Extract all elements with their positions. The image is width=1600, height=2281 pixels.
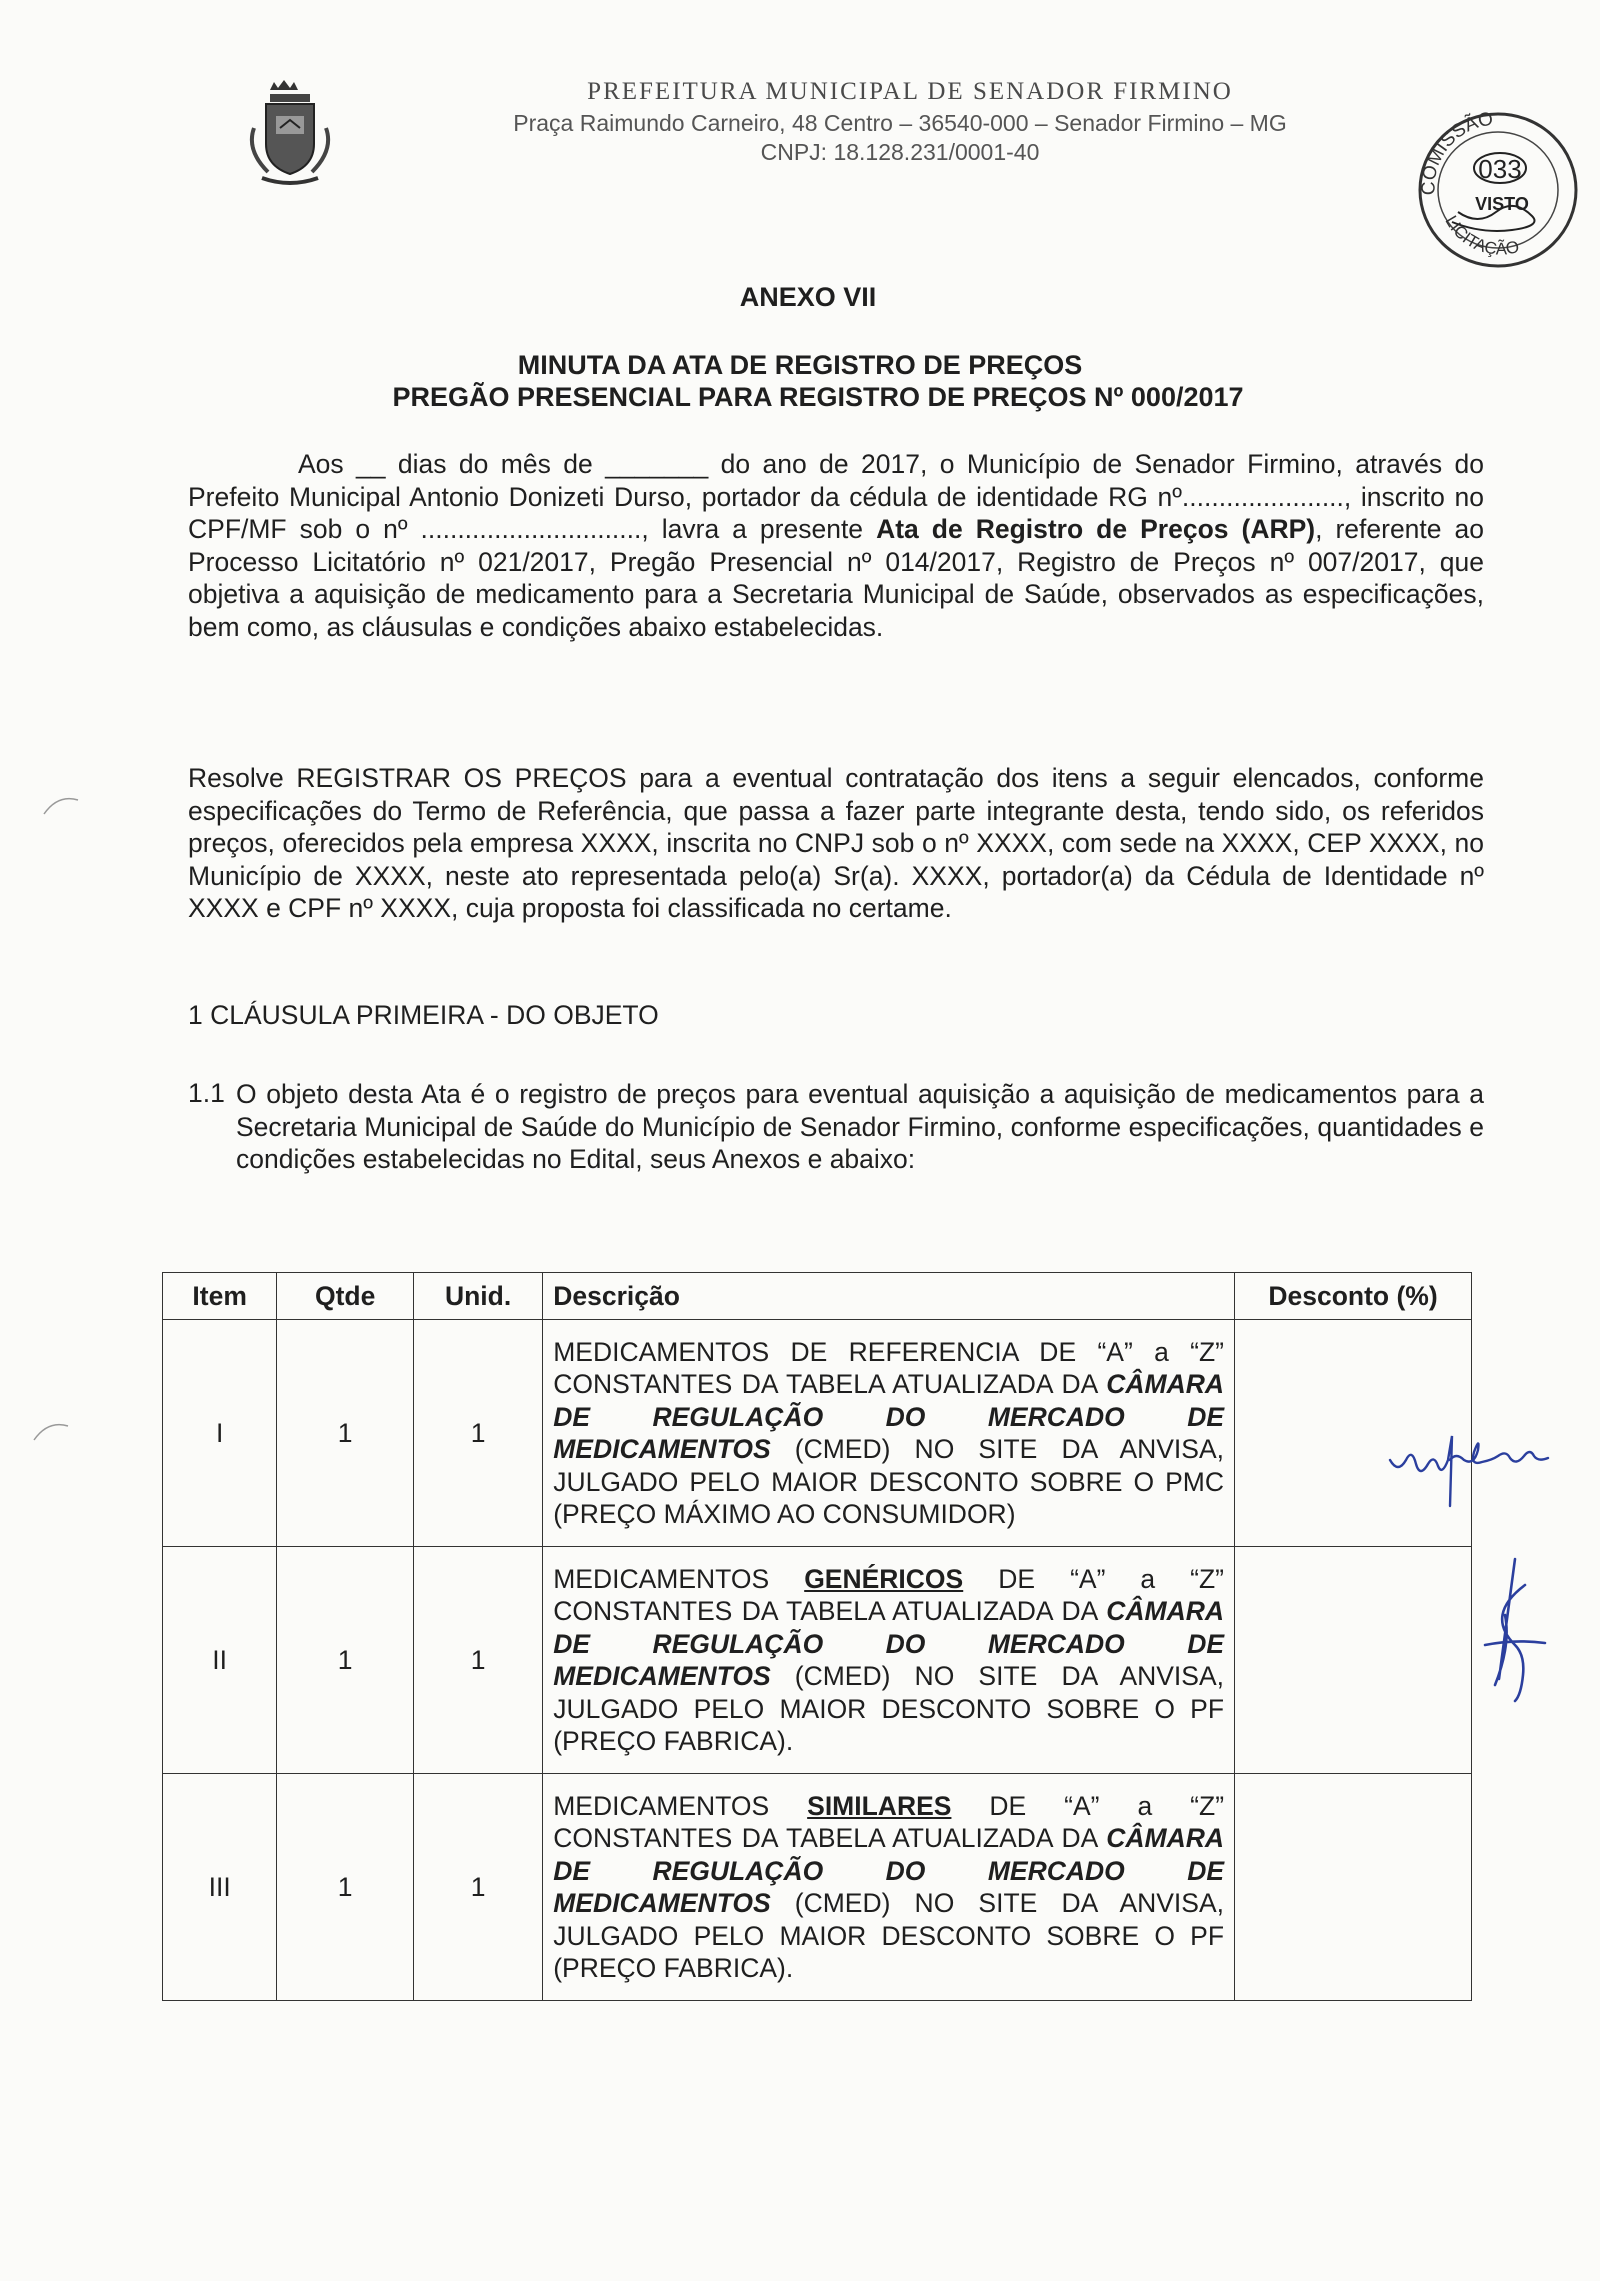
letterhead	[400, 78, 1400, 166]
cell-qtde: 1	[277, 1774, 414, 2001]
cell-desc	[543, 1320, 1235, 1547]
desc-underlined: GENÉRICOS	[804, 1563, 964, 1594]
opening-text-c: , referente ao Processo Licitatório nº 021/2017, Pregão Presencial nº 014/2017, Registro de Preços nº 007/2017, que objetiva a aquisição de medicamento para a Secretaria Municipal de Saúde, observados as especificações, bem como, as cláusulas e condições abaixo estabelecidas.	[188, 514, 1484, 642]
minuta-title-line1: MINUTA DA ATA DE REGISTRO DE PREÇOS	[517, 350, 1083, 380]
header-desc: Descrição	[543, 1273, 1235, 1320]
header-item: Item	[163, 1273, 277, 1320]
cell-desc	[543, 1547, 1235, 1774]
letterhead-cnpj: CNPJ: 18.128.231/0001-40	[760, 139, 1040, 165]
stamp-number: 033	[1478, 154, 1522, 184]
table-row	[163, 1774, 1472, 2001]
cell-discount	[1235, 1774, 1472, 2001]
header-qtde: Qtde	[277, 1273, 414, 1320]
header-unid: Unid.	[414, 1273, 543, 1320]
subclause-text: O objeto desta Ata é o registro de preços para eventual aquisição a aquisição de medicamentos para a Secretaria Municipal de Saúde do Município de Senador Firmino, conforme especificações, quantidades e condições estabelecidas no Edital, seus Anexos e abaixo:	[236, 1079, 1484, 1174]
cell-discount	[1235, 1547, 1472, 1774]
desc-underlined: SIMILARES	[807, 1790, 952, 1821]
desc-emphasis: CÂMARA DE REGULAÇÃO DO MERCADO DE MEDICAMENTOS	[553, 1369, 1225, 1464]
table-row	[163, 1547, 1472, 1774]
desc-part3: (CMED) NO SITE DA ANVISA, JULGADO PELO MAIOR DESCONTO SOBRE O PF (PREÇO FABRICA).	[553, 1888, 1225, 1983]
municipal-crest-logo	[240, 78, 340, 190]
cell-qtde: 1	[277, 1320, 414, 1547]
minuta-title-line2: PREGÃO PRESENCIAL PARA REGISTRO DE PREÇOS Nº 000/2017	[392, 382, 1244, 412]
cell-item: III	[163, 1774, 277, 2001]
desc-part3: (CMED) NO SITE DA ANVISA, JULGADO PELO MAIOR DESCONTO SOBRE O PMC (PREÇO MÁXIMO AO CONSUMIDOR)	[553, 1434, 1225, 1529]
clause-heading: 1 CLÁUSULA PRIMEIRA - DO OBJETO	[188, 1000, 659, 1030]
stamp-middle: VISTO	[1475, 194, 1529, 214]
cell-desc	[543, 1774, 1235, 2001]
letterhead-name: PREFEITURA MUNICIPAL DE SENADOR FIRMINO	[587, 78, 1233, 105]
stamp-top-text: COMISSÃO	[1418, 108, 1495, 196]
handwritten-signature	[1465, 1555, 1555, 1705]
handwritten-initials	[1380, 1420, 1570, 1510]
cell-item: II	[163, 1547, 277, 1774]
desc-emphasis: CÂMARA DE REGULAÇÃO DO MERCADO DE MEDICAMENTOS	[553, 1596, 1225, 1691]
desc-prefix: MEDICAMENTOS	[553, 1790, 808, 1821]
desc-prefix: MEDICAMENTOS	[553, 1563, 805, 1594]
subclause-number: 1.1	[188, 1078, 225, 1108]
annex-title: ANEXO VII	[739, 282, 877, 312]
scan-mark	[40, 790, 80, 820]
cell-item: I	[163, 1320, 277, 1547]
scan-mark	[30, 1416, 70, 1446]
cell-qtde: 1	[277, 1547, 414, 1774]
cell-unid: 1	[414, 1320, 543, 1547]
opening-paragraph	[188, 448, 1484, 643]
letterhead-address: Praça Raimundo Carneiro, 48 Centro – 36540-000 – Senador Firmino – MG	[513, 110, 1287, 136]
opening-text-bold: Ata de Registro de Preços (ARP)	[876, 514, 1316, 544]
table-row	[163, 1320, 1472, 1547]
stamp-bottom-text: LICITAÇÃO	[1441, 212, 1521, 259]
cell-unid: 1	[414, 1547, 543, 1774]
desc-emphasis: CÂMARA DE REGULAÇÃO DO MERCADO DE MEDICAMENTOS	[553, 1823, 1225, 1918]
resolve-paragraph: Resolve REGISTRAR OS PREÇOS para a eventual contratação dos itens a seguir elencados, conforme especificações do Termo de Referência, que passa a fazer parte integrante desta, tendo sido, os referidos preços, oferecidos pela empresa XXXX, inscrita no CNPJ sob o nº XXXX, com sede na XXXX, CEP XXXX, no Município de XXXX, neste ato representada pelo(a) Sr(a). XXXX, portador(a) da Cédula de Identidade nº XXXX e CPF nº XXXX, cuja proposta foi classificada no certame.	[188, 763, 1484, 923]
header-discount: Desconto (%)	[1235, 1273, 1472, 1320]
items-table	[162, 1272, 1472, 2001]
desc-part1: DE “A” a “Z” CONSTANTES DA TABELA ATUALIZADA DA	[553, 1790, 1225, 1853]
table-header-row	[163, 1273, 1472, 1320]
opening-text-a: Aos __ dias do mês de _______ do ano de 2017, o Município de Senador Firmino, através do Prefeito Municipal Antonio Donizeti Durso, portador da cédula de identidade RG nº......................, inscrito no CPF/MF sob o nº .............................., lavra a presente	[188, 449, 1484, 544]
desc-part3: (CMED) NO SITE DA ANVISA, JULGADO PELO MAIOR DESCONTO SOBRE O PF (PREÇO FABRICA).	[553, 1661, 1225, 1756]
desc-part1: MEDICAMENTOS DE REFERENCIA DE “A” a “Z” CONSTANTES DA TABELA ATUALIZADA DA	[553, 1336, 1225, 1399]
cell-unid: 1	[414, 1774, 543, 2001]
commission-stamp	[1410, 100, 1585, 275]
desc-part1: DE “A” a “Z” CONSTANTES DA TABELA ATUALIZADA DA	[553, 1563, 1225, 1626]
